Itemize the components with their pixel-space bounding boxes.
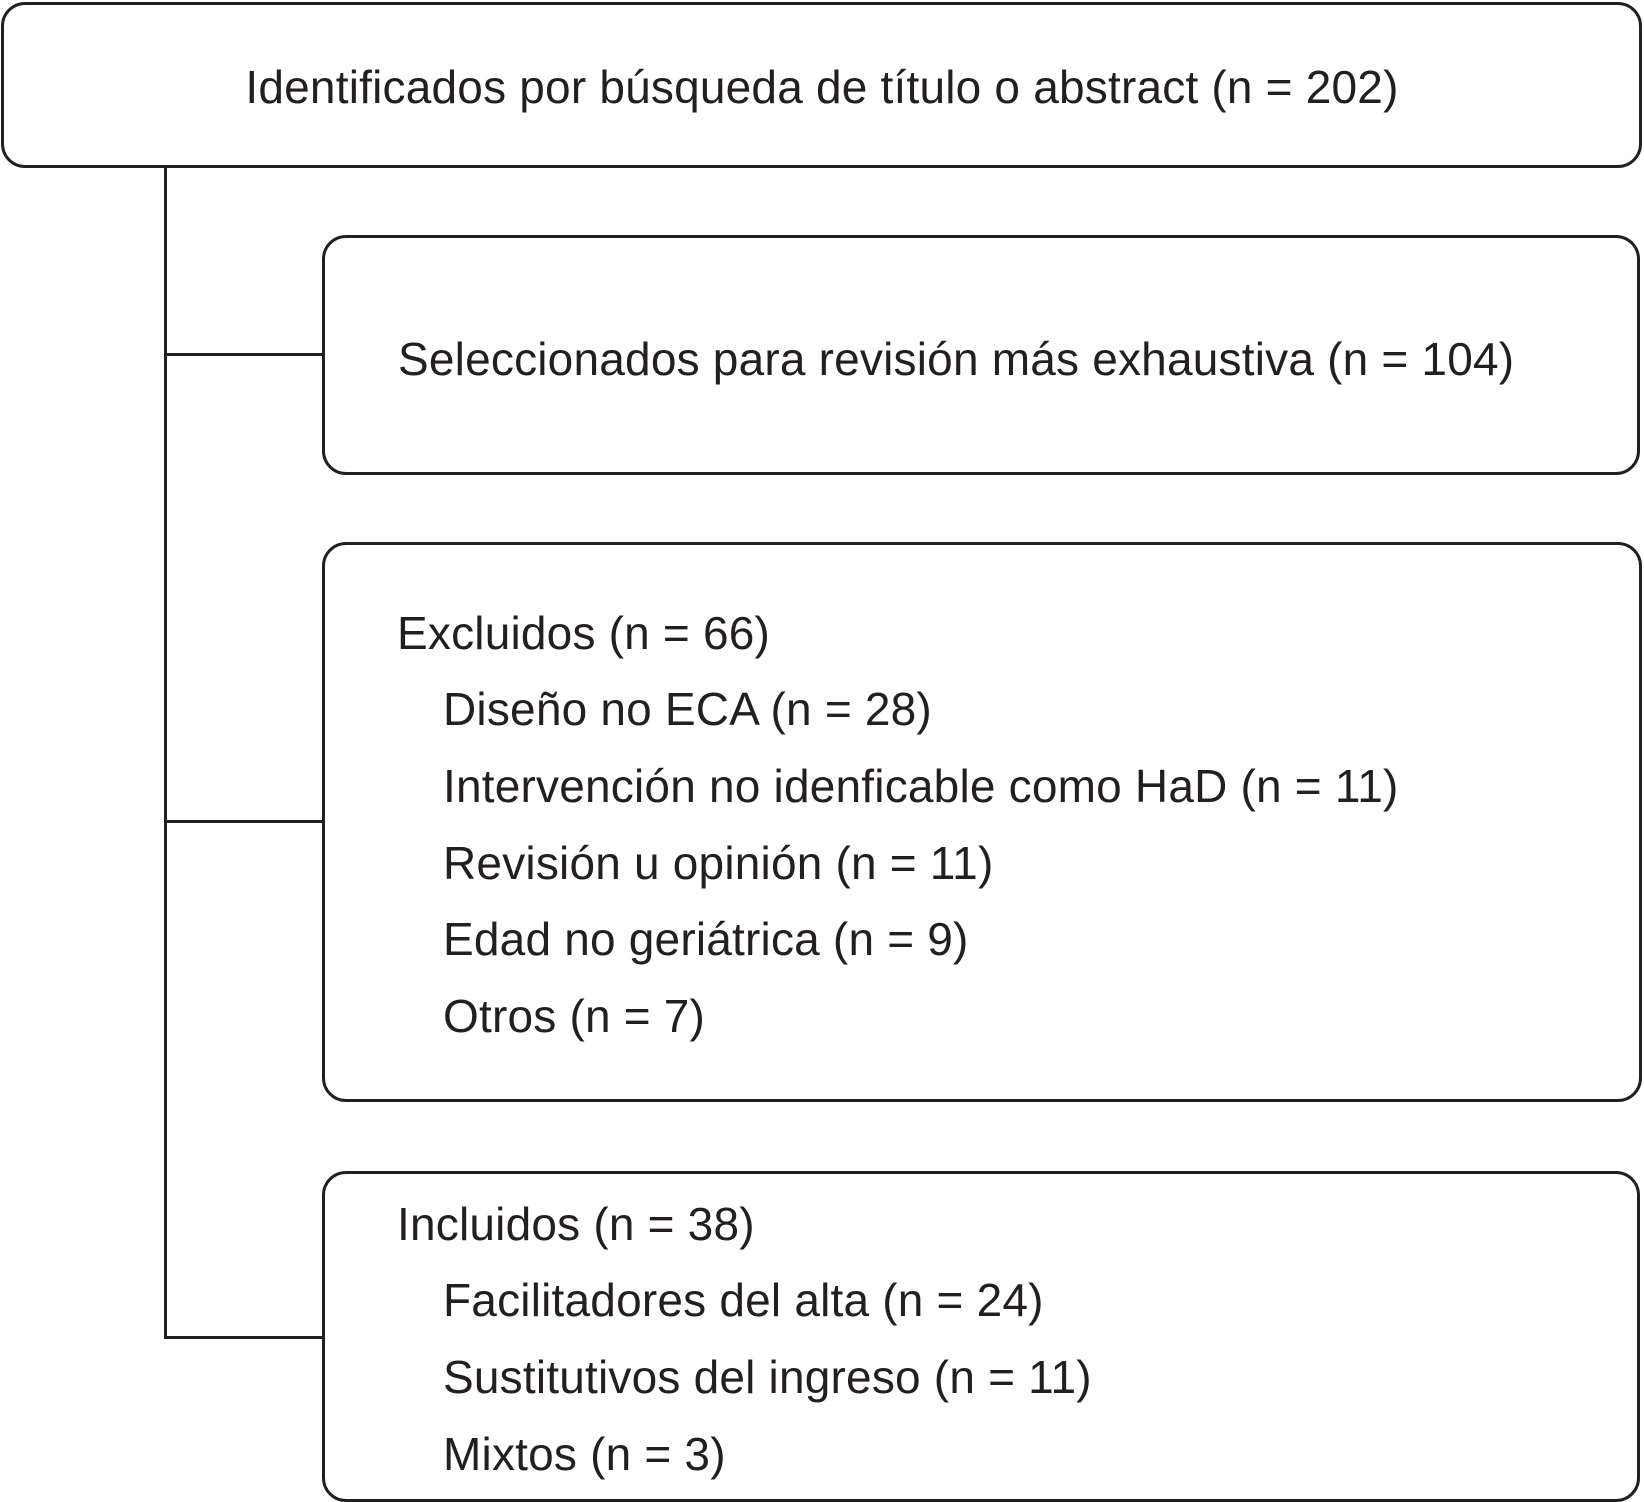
excluded-item: Revisión u opinión (n = 11) (443, 837, 994, 889)
excluded-item: Diseño no ECA (n = 28) (443, 683, 932, 735)
branch-line-selected (164, 353, 324, 356)
excluded-item: Intervención no idenficable como HaD (n = 11) (443, 760, 1399, 812)
excluded-label: Excluidos (n = 66) (397, 607, 771, 659)
branch-line-included (164, 1336, 324, 1339)
selected-label: Seleccionados para revisión más exhaustiva (n = 104) (398, 333, 1515, 385)
excluded-item: Otros (n = 7) (443, 990, 706, 1042)
included-item: Mixtos (n = 3) (443, 1428, 726, 1480)
included-item: Sustitutivos del ingreso (n = 11) (443, 1351, 1092, 1403)
included-label: Incluidos (n = 38) (397, 1198, 755, 1250)
excluded-item: Edad no geriátrica (n = 9) (443, 913, 969, 965)
vertical-connector-line (164, 167, 167, 1339)
included-item: Facilitadores del alta (n = 24) (443, 1274, 1044, 1326)
branch-line-excluded (164, 820, 324, 823)
identified-label: Identificados por búsqueda de título o abstract (n = 202) (245, 61, 1399, 113)
